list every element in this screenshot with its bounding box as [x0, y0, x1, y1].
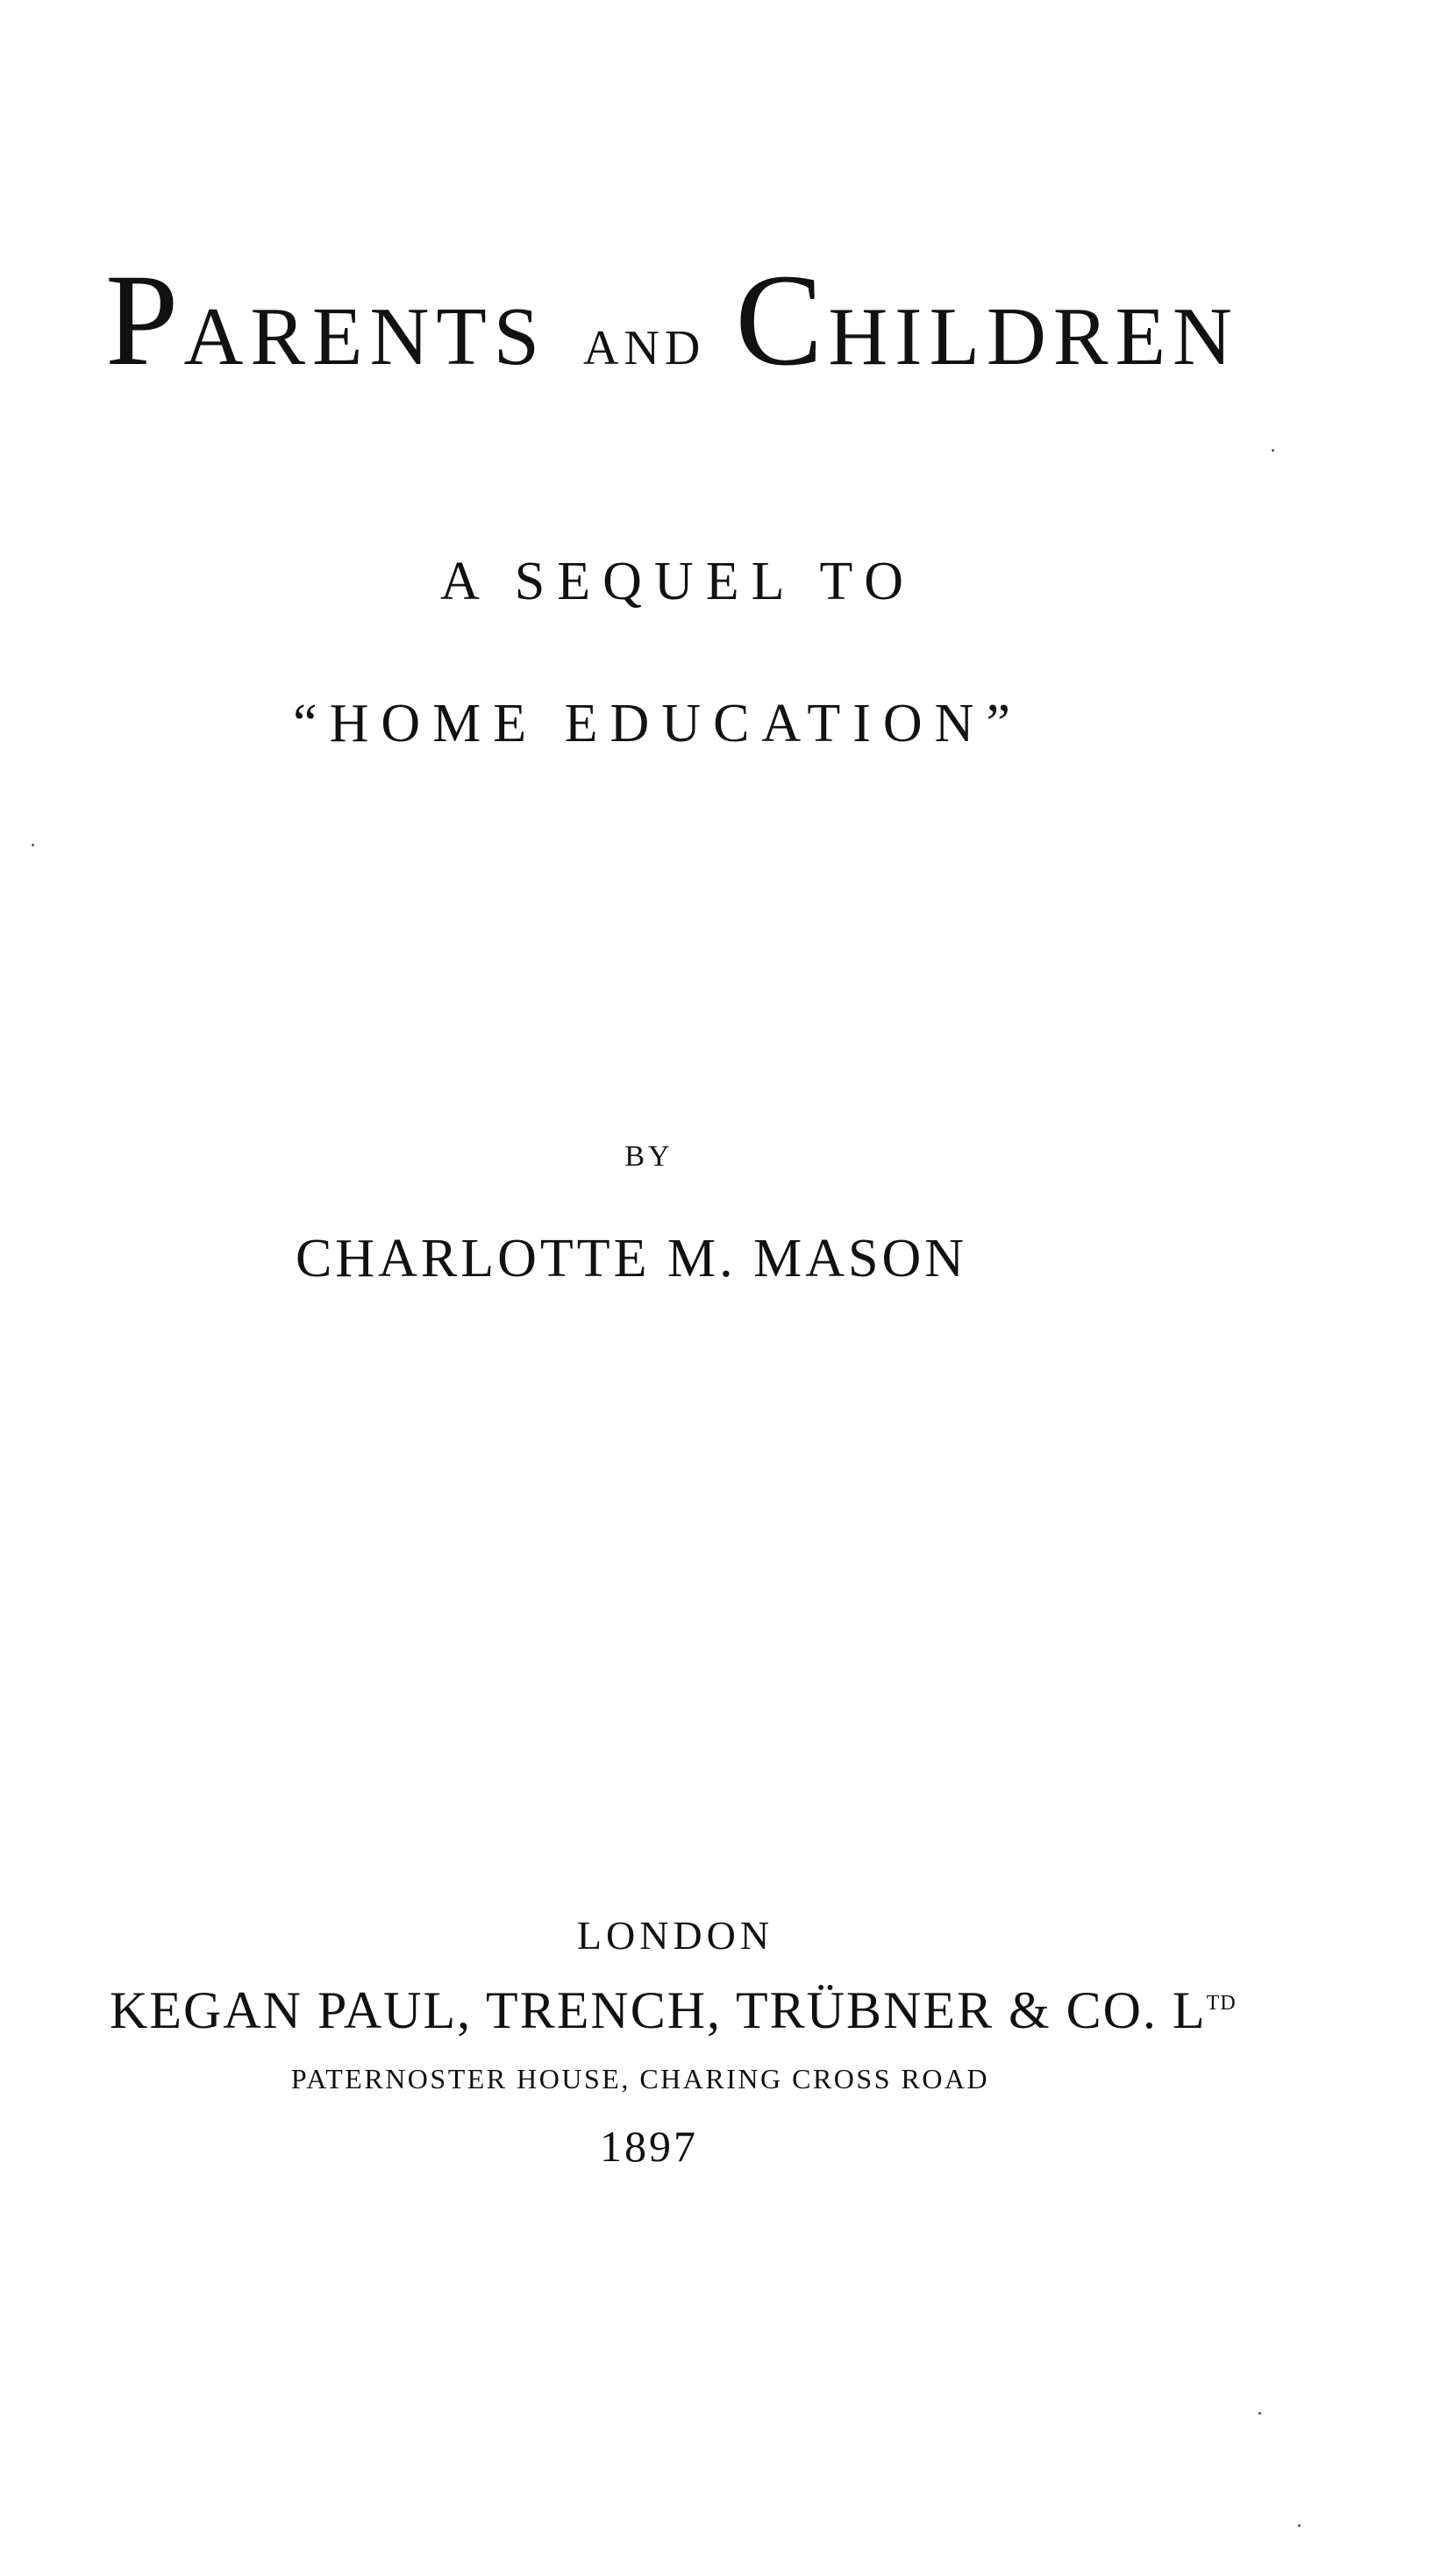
paper-speck — [1258, 2412, 1261, 2415]
imprint-publisher — [110, 1980, 1237, 2041]
imprint-year: 1897 — [600, 2122, 698, 2171]
paper-speck — [1272, 449, 1274, 452]
imprint-address: PATERNOSTER HOUSE, CHARING CROSS ROAD — [290, 2063, 990, 2094]
book-title — [105, 247, 1307, 414]
author-name: CHARLOTTE M. MASON — [295, 1229, 968, 1288]
title-word-parents: ARENTS — [183, 291, 547, 382]
imprint-city: LONDON — [576, 1913, 774, 1958]
title-word-children: HILDREN — [828, 291, 1239, 382]
subtitle-line-2: “HOME EDUCATION” — [293, 694, 1023, 753]
paper-speck — [1298, 2524, 1301, 2527]
subtitle-line-1: A SEQUEL TO — [439, 552, 916, 611]
title-initial-c: C — [735, 247, 829, 393]
title-connector: AND — [583, 321, 706, 375]
paper-speck — [32, 844, 34, 846]
publisher-name: KEGAN PAUL, TRENCH, TRÜBNER & CO. L — [110, 1981, 1207, 2039]
publisher-suffix: TD — [1206, 1992, 1237, 2015]
byline-by: BY — [624, 1140, 674, 1173]
title-initial-p: P — [105, 247, 184, 393]
